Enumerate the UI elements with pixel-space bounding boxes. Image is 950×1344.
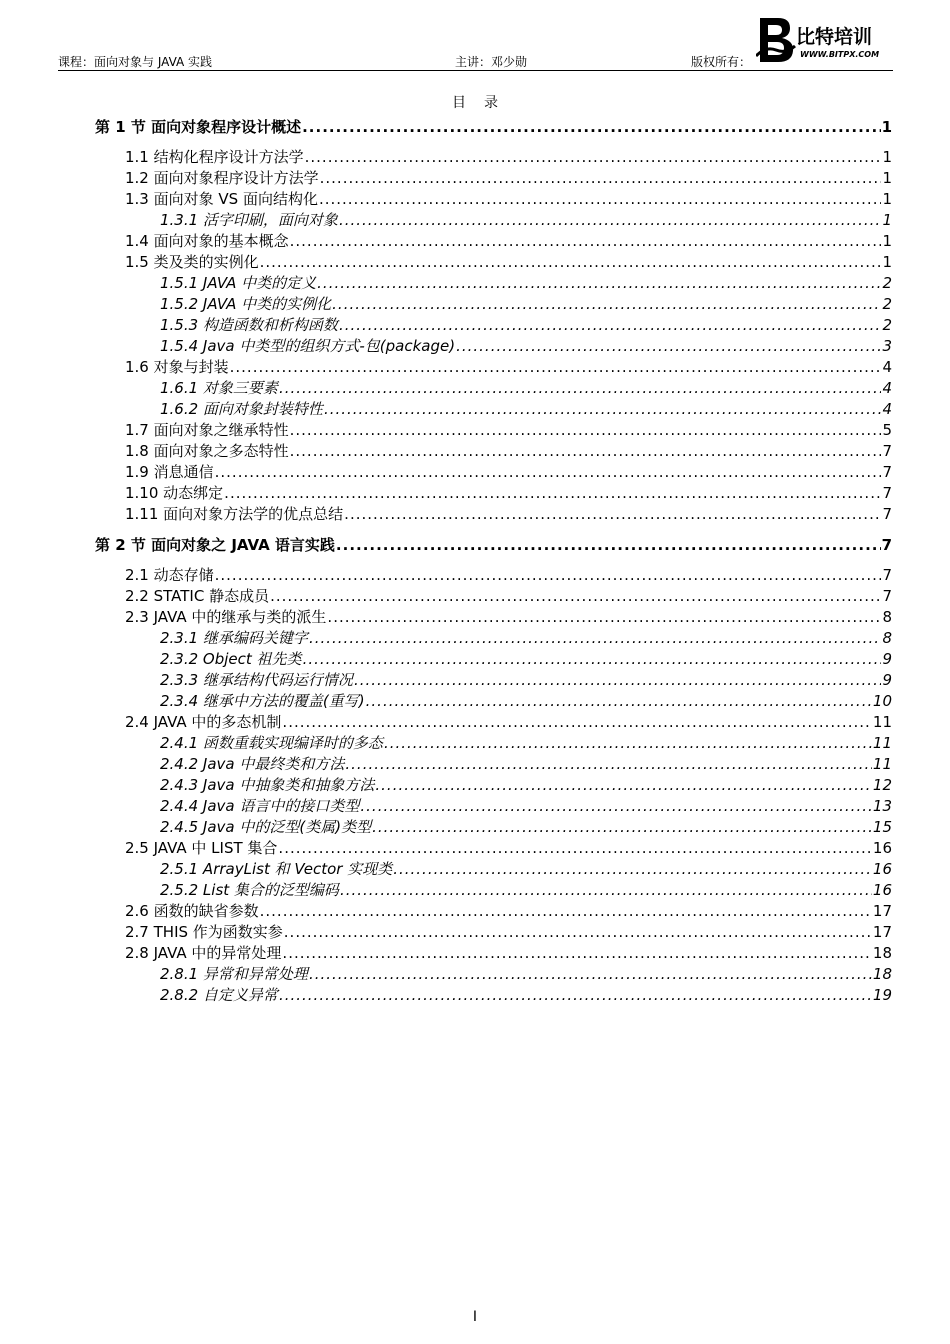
lecturer: 主讲：邓少勋 <box>455 55 528 69</box>
toc-dot-leader <box>224 483 881 503</box>
toc-subentry[interactable] <box>160 294 892 314</box>
toc-entry-page: 7 <box>882 505 892 523</box>
toc-entry-title: 2.1 动态存储 <box>125 566 214 584</box>
bitpx-logo <box>756 16 890 66</box>
toc-entry-title: 1.3.1 活字印刷，面向对象 <box>160 211 338 229</box>
toc-subentry[interactable] <box>160 378 892 398</box>
toc-entry[interactable] <box>125 607 892 627</box>
toc-entry[interactable] <box>125 838 892 858</box>
toc-entry-page: 3 <box>882 337 892 355</box>
toc-dot-leader <box>456 336 881 356</box>
toc-dot-leader <box>279 378 882 398</box>
toc-dot-leader <box>332 294 881 314</box>
toc-entry-page: 1 <box>882 232 892 250</box>
toc-dot-leader <box>354 670 882 690</box>
toc-subentry[interactable] <box>160 859 892 879</box>
toc-subentry[interactable] <box>160 670 892 690</box>
toc-entry-page: 11 <box>872 713 892 731</box>
toc-dot-leader <box>290 441 882 461</box>
toc-entry-title: 2.4.3 Java 中抽象类和抽象方法 <box>160 776 375 794</box>
toc-entry-page: 16 <box>872 881 892 899</box>
toc-entry-title: 第 2 节 面向对象之 JAVA 语言实践 <box>95 536 335 554</box>
toc-dot-leader <box>336 535 881 555</box>
toc-entry-page: 4 <box>882 358 892 376</box>
toc-dot-leader <box>230 357 882 377</box>
toc-entry-title: 2.3.1 继承编码关键字 <box>160 629 308 647</box>
toc-entry-title: 2.3.2 Object 祖先类 <box>160 650 302 668</box>
toc-entry-title: 2.5.2 List 集合的泛型编码 <box>160 881 339 899</box>
toc-entry-title: 2.3.3 继承结构代码运行情况 <box>160 671 353 689</box>
toc-subentry[interactable] <box>160 628 892 648</box>
toc-entry-page: 7 <box>882 463 892 481</box>
toc-entry-title: 1.11 面向对象方法学的优点总结 <box>125 505 344 523</box>
toc-entry-title: 2.5 JAVA 中 LIST 集合 <box>125 839 278 857</box>
toc-entry-title: 2.8.1 异常和异常处理 <box>160 965 308 983</box>
toc-entry[interactable] <box>125 462 892 482</box>
toc-entry[interactable] <box>125 483 892 503</box>
toc-dot-leader <box>319 189 882 209</box>
toc-entry-page: 5 <box>882 421 892 439</box>
toc-entry-title: 2.4 JAVA 中的多态机制 <box>125 713 282 731</box>
toc-dot-leader <box>344 504 881 524</box>
toc-subentry[interactable] <box>160 733 892 753</box>
toc-subentry[interactable] <box>160 315 892 335</box>
toc-entry-title: 1.6.2 面向对象封装特性 <box>160 400 323 418</box>
toc-subentry[interactable] <box>160 210 892 230</box>
logo-text: 比特培训 <box>796 26 873 48</box>
toc-dot-leader <box>309 628 882 648</box>
toc-entry-page: 7 <box>882 587 892 605</box>
toc-subentry[interactable] <box>160 880 892 900</box>
toc-entry-page: 18 <box>872 965 892 983</box>
toc-entry-page: 10 <box>872 692 892 710</box>
toc-entry-title: 2.8 JAVA 中的异常处理 <box>125 944 282 962</box>
toc-dot-leader <box>320 168 882 188</box>
toc-entry-page: 17 <box>872 923 892 941</box>
toc-dot-leader <box>278 838 871 858</box>
toc-entry[interactable] <box>125 712 892 732</box>
toc-dot-leader <box>324 399 882 419</box>
toc-entry[interactable] <box>125 922 892 942</box>
toc-entry-page: 8 <box>882 608 892 626</box>
toc-entry-title: 1.9 消息通信 <box>125 463 214 481</box>
toc-entry-page: 8 <box>882 629 892 647</box>
toc-entry-title: 1.5.3 构造函数和析构函数 <box>160 316 338 334</box>
toc-entry-page: 7 <box>882 566 892 584</box>
toc-subentry[interactable] <box>160 754 892 774</box>
toc-entry-title: 1.8 面向对象之多态特性 <box>125 442 289 460</box>
toc-dot-leader <box>215 462 882 482</box>
toc-dot-leader <box>260 901 872 921</box>
toc-entry-page: 1 <box>882 148 892 166</box>
toc-section-entry[interactable] <box>95 535 892 555</box>
toc-dot-leader <box>305 147 882 167</box>
toc-entry[interactable] <box>125 252 892 272</box>
toc-entry-title: 1.5.4 Java 中类型的组织方式-包(package) <box>160 337 456 355</box>
toc-entry[interactable] <box>125 147 892 167</box>
toc-entry-page: 19 <box>872 986 892 1004</box>
toc-dot-leader <box>270 586 881 606</box>
toc-entry-title: 1.1 结构化程序设计方法学 <box>125 148 304 166</box>
toc-entry-page: 13 <box>872 797 892 815</box>
toc-entry[interactable] <box>125 504 892 524</box>
toc-dot-leader <box>309 964 872 984</box>
toc-entry-title: 1.5 类及类的实例化 <box>125 253 259 271</box>
toc-dot-leader <box>279 985 872 1005</box>
toc-dot-leader <box>327 607 881 627</box>
toc-entry-title: 2.4.4 Java 语言中的接口类型 <box>160 797 360 815</box>
toc-dot-leader <box>260 252 882 272</box>
toc-subentry[interactable] <box>160 817 892 837</box>
toc-entry[interactable] <box>125 901 892 921</box>
toc-entry-page: 9 <box>882 650 892 668</box>
toc-entry[interactable] <box>125 357 892 377</box>
toc-subentry[interactable] <box>160 649 892 669</box>
toc-subentry[interactable] <box>160 399 892 419</box>
toc-dot-leader <box>302 117 880 137</box>
toc-dot-leader <box>339 210 882 230</box>
toc-dot-leader <box>375 775 872 795</box>
toc-entry-title: 第 1 节 面向对象程序设计概述 <box>95 118 302 136</box>
toc-entry-page: 2 <box>882 316 892 334</box>
logo-url: WWW.BITPX.COM <box>800 50 880 59</box>
toc-subentry[interactable] <box>160 964 892 984</box>
toc-dot-leader <box>340 880 872 900</box>
toc-entry-page: 7 <box>881 536 892 554</box>
toc-dot-leader <box>303 649 882 669</box>
toc-entry[interactable] <box>125 586 892 606</box>
toc-entry-title: 2.5.1 ArrayList 和 Vector 实现类 <box>160 860 393 878</box>
toc-entry-title: 2.2 STATIC 静态成员 <box>125 587 270 605</box>
toc-entry-title: 2.3.4 继承中方法的覆盖(重写) <box>160 692 365 710</box>
toc-subentry[interactable] <box>160 336 892 356</box>
toc-entry-page: 12 <box>872 776 892 794</box>
toc-entry[interactable] <box>125 189 892 209</box>
toc-entry-title: 1.5.1 JAVA 中类的定义 <box>160 274 317 292</box>
toc-entry-page: 1 <box>882 190 892 208</box>
toc-entry-page: 2 <box>882 274 892 292</box>
toc-title: 目录 <box>452 95 516 111</box>
toc-entry-title: 2.8.2 自定义异常 <box>160 986 278 1004</box>
toc-entry-page: 4 <box>882 379 892 397</box>
toc-entry-title: 2.7 THIS 作为函数实参 <box>125 923 283 941</box>
toc-entry[interactable] <box>125 420 892 440</box>
toc-dot-leader <box>282 943 871 963</box>
toc-entry-title: 1.6 对象与封装 <box>125 358 229 376</box>
toc-subentry[interactable] <box>160 985 892 1005</box>
toc-dot-leader <box>372 817 872 837</box>
course-title: 课程：面向对象与 JAVA 实践 <box>58 55 213 69</box>
toc-entry[interactable] <box>125 565 892 585</box>
toc-entry-title: 1.7 面向对象之继承特性 <box>125 421 289 439</box>
toc-subentry[interactable] <box>160 796 892 816</box>
toc-entry-title: 2.4.2 Java 中最终类和方法 <box>160 755 345 773</box>
toc-entry-title: 1.3 面向对象 VS 面向结构化 <box>125 190 318 208</box>
toc-dot-leader <box>339 315 882 335</box>
toc-entry-page: 15 <box>872 818 892 836</box>
toc-entry-page: 7 <box>882 484 892 502</box>
toc-entry-title: 1.5.2 JAVA 中类的实例化 <box>160 295 332 313</box>
toc-entry-page: 7 <box>882 442 892 460</box>
toc-subentry[interactable] <box>160 775 892 795</box>
toc-subentry[interactable] <box>160 691 892 711</box>
toc-entry-page: 2 <box>882 295 892 313</box>
copyright-label: 版权所有： <box>691 55 752 69</box>
toc-dot-leader <box>317 273 881 293</box>
toc-entry-title: 2.4.1 函数重载实现编译时的多态 <box>160 734 383 752</box>
toc-subentry[interactable] <box>160 273 892 293</box>
toc-entry-page: 1 <box>882 169 892 187</box>
toc-entry-title: 2.6 函数的缺省参数 <box>125 902 259 920</box>
toc-dot-leader <box>290 420 882 440</box>
toc-entry-title: 1.10 动态绑定 <box>125 484 224 502</box>
toc-dot-leader <box>215 565 882 585</box>
toc-dot-leader <box>282 712 871 732</box>
toc-dot-leader <box>345 754 872 774</box>
toc-dot-leader <box>384 733 872 753</box>
toc-entry-title: 2.3 JAVA 中的继承与类的派生 <box>125 608 327 626</box>
toc-entry[interactable] <box>125 168 892 188</box>
toc-dot-leader <box>290 231 882 251</box>
toc-entry-page: 16 <box>872 860 892 878</box>
toc-entry[interactable] <box>125 231 892 251</box>
toc-entry-page: 16 <box>872 839 892 857</box>
page-number: I <box>472 1309 478 1325</box>
toc-entry-page: 17 <box>872 902 892 920</box>
toc-entry-page: 1 <box>881 118 892 136</box>
toc-entry-page: 1 <box>882 253 892 271</box>
toc-entry[interactable] <box>125 441 892 461</box>
toc-entry-page: 4 <box>882 400 892 418</box>
toc-entry-page: 18 <box>872 944 892 962</box>
toc-entry-page: 9 <box>882 671 892 689</box>
toc-section-entry[interactable] <box>95 117 892 137</box>
toc-entry-page: 1 <box>882 211 892 229</box>
toc-entry-title: 2.4.5 Java 中的泛型(类属)类型 <box>160 818 372 836</box>
toc-entry-title: 1.2 面向对象程序设计方法学 <box>125 169 319 187</box>
toc-dot-leader <box>366 691 872 711</box>
toc-entry-title: 1.6.1 对象三要素 <box>160 379 278 397</box>
toc-dot-leader <box>360 796 872 816</box>
logo-b-icon <box>756 16 796 64</box>
toc-dot-leader <box>393 859 872 879</box>
toc-entry-title: 1.4 面向对象的基本概念 <box>125 232 289 250</box>
toc-entry[interactable] <box>125 943 892 963</box>
toc-dot-leader <box>284 922 872 942</box>
toc-entry-page: 11 <box>872 755 892 773</box>
toc-entry-page: 11 <box>872 734 892 752</box>
